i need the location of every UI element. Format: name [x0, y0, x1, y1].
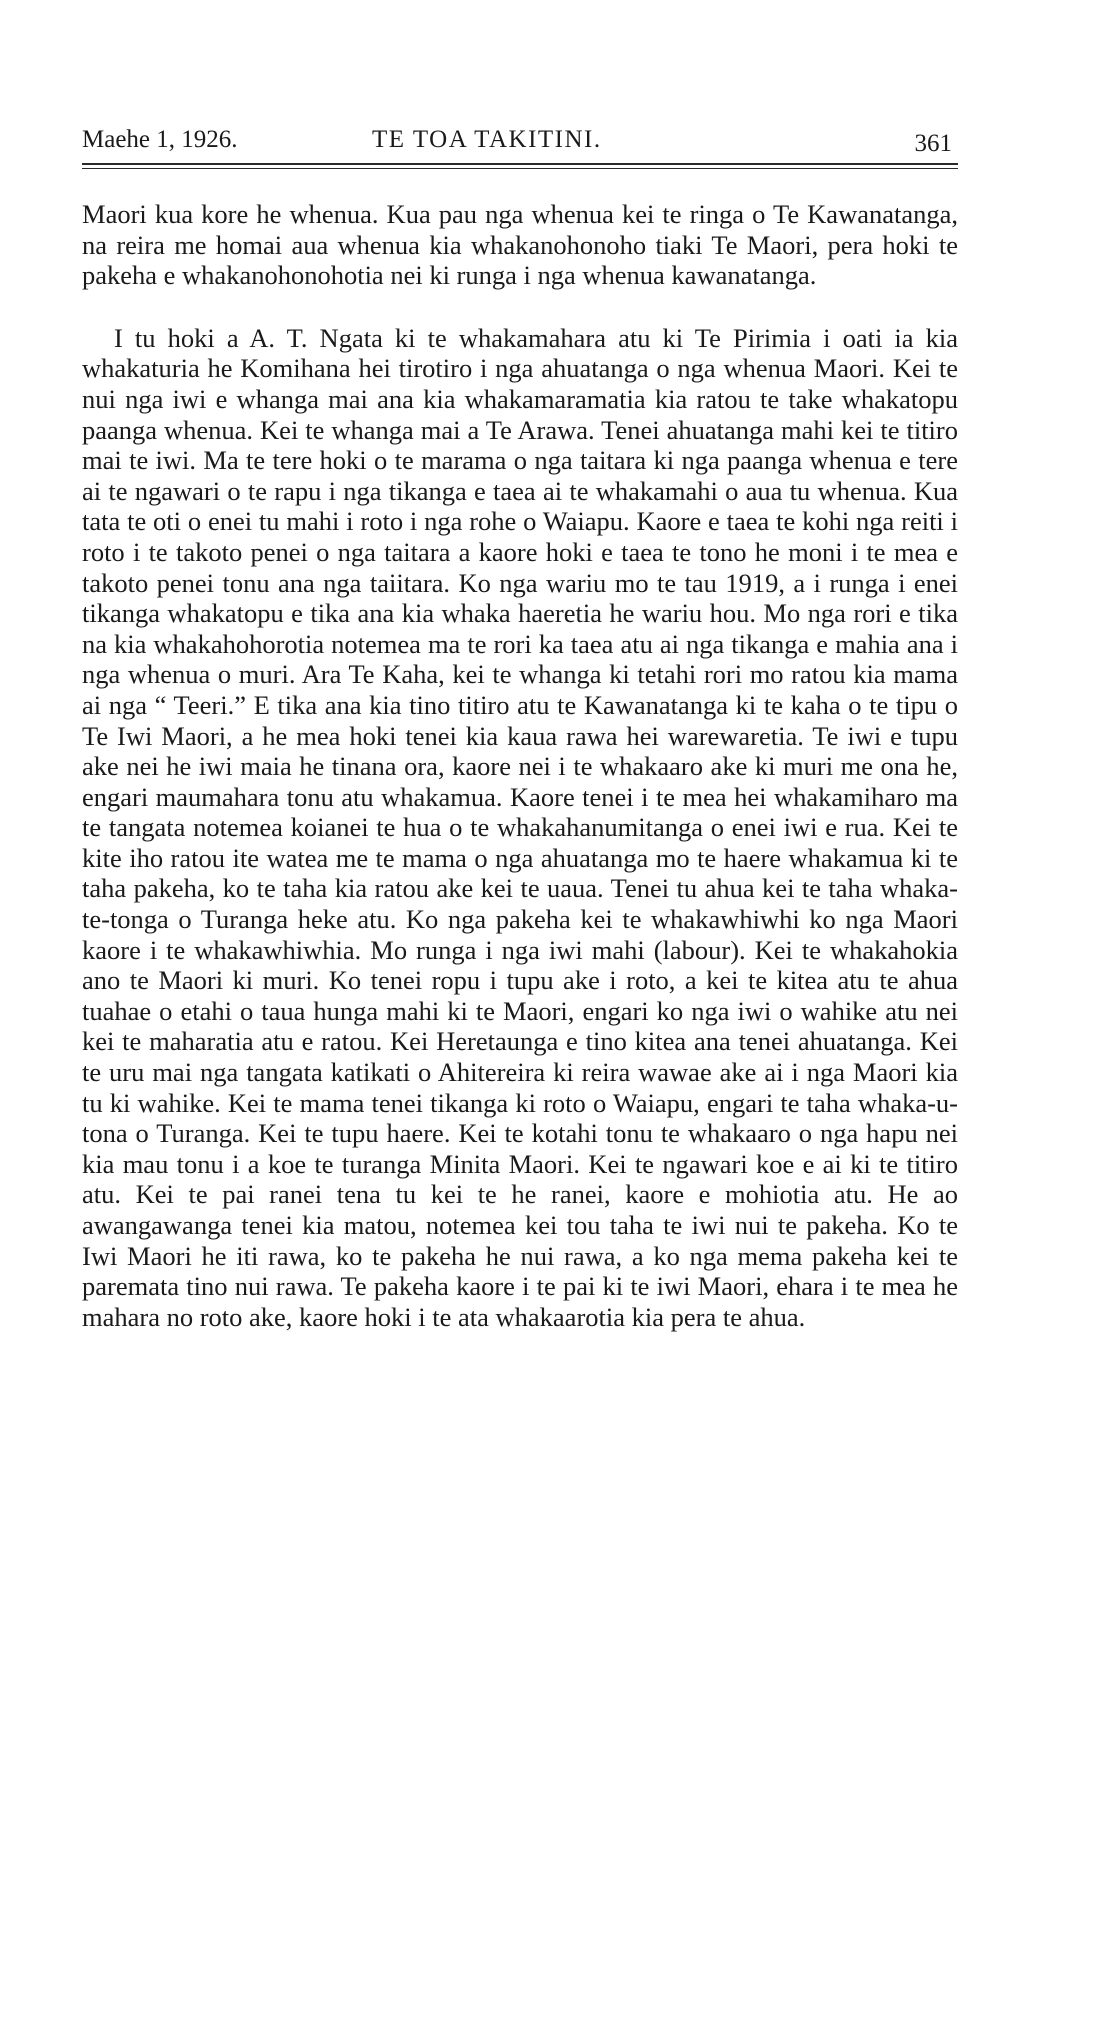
page-number: 361 [914, 130, 952, 157]
paragraph: Maori kua kore he whenua. Kua pau nga whenua kei te ringa o Te Kawanatanga, na reira me homai aua whenua kia whakanohonoho tiaki Te Maori, pera hoki te pakeha e whakanohonohotia nei ki runga i nga whenua kawanatanga. [82, 199, 958, 291]
publication-title: TE TOA TAKITINI. [372, 126, 602, 153]
header-rule-thin [82, 168, 958, 169]
issue-date: Maehe 1, 1926. [82, 126, 238, 153]
running-head [82, 118, 958, 162]
paragraph: I tu hoki a A. T. Ngata ki te whakamahara atu ki Te Pirimia i oati ia kia whakaturia he Komihana hei tirotiro i nga ahuatanga o nga whenua Maori. Kei te nui nga iwi e whanga mai ana kia whakamaramatia kia ratou te take whakatopu paanga whenua. Kei te whanga mai a Te Arawa. Tenei ahuatanga mahi kei te titiro mai te iwi. Ma te tere hoki o te marama o nga taitara ki nga paanga whenua e tere ai te ngawari o te rapu i nga tikanga e taea ai te whakamahi o aua tu whenua. Kua tata te oti o enei tu mahi i roto i nga rohe o Waiapu. Kaore e taea te kohi nga reiti i roto i te takoto penei o nga taitara a kaore hoki e taea te tono he moni i te mea e takoto penei tonu ana nga taiitara. Ko nga wariu mo te tau 1919, a i runga i enei tikanga whakatopu e tika ana kia whaka haeretia he wariu hou. Mo nga rori e tika na kia whakahohorotia notemea ma te rori ka taea atu ai nga tikanga e mahia ana i nga whenua o muri. Ara Te Kaha, kei te whanga ki tetahi rori mo ratou kia mama ai nga “ Teeri.” E tika ana kia tino titiro atu te Kawanatanga ki te kaha o te tipu o Te Iwi Maori, a he mea hoki tenei kia kaua rawa hei warewaretia. Te iwi e tupu ake nei he iwi maia he tinana ora, kaore nei i te whakaaro ake ki muri me ona he, engari maumahara tonu atu whakamua. Kaore tenei i te mea hei whakamiharo ma te tangata notemea koianei te hua o te whakahanumitanga o enei iwi e rua. Kei te kite iho ratou ite watea me te mama o nga ahuatanga mo te haere whakamua ki te taha pakeha, ko te taha kia ratou ake kei te uaua. Tenei tu ahua kei te taha whaka-te-tonga o Turanga heke atu. Ko nga pakeha kei te whakawhiwhi ko nga Maori kaore i te whakawhiwhia. Mo runga i nga iwi mahi (labour). Kei te whakahokia ano te Maori ki muri. Ko tenei ropu i tupu ake i roto, a kei te kitea atu te ahua tuahae o etahi o taua hunga mahi ki te Maori, engari ko nga iwi o wahike atu nei kei te maharatia atu e ratou. Kei Heretaunga e tino kitea ana tenei ahuatanga. Kei te uru mai nga tangata katikati o Ahitereira ki reira wawae ake ai i nga Maori kia tu ki wahike. Kei te mama tenei tikanga ki roto o Waiapu, engari te taha whaka-u-tona o Turanga. Kei te tupu haere. Kei te kotahi tonu te whakaaro o nga hapu nei kia mau tonu i a koe te turanga Minita Maori. Kei te ngawari koe e ai ki te titiro atu. Kei te pai ranei tena tu kei te he ranei, kaore e mohiotia atu. He ao awangawanga tenei kia matou, notemea kei tou taha te iwi nui te pakeha. Ko te Iwi Maori he iti rawa, ko te pakeha he nui rawa, a ko nga mema pakeha kei te paremata tino nui rawa. Te pakeha kaore i te pai ki te iwi Maori, ehara i te mea he mahara no roto ake, kaore hoki i te ata whakaarotia kia pera te ahua. [82, 322, 958, 1332]
header-rule [82, 163, 958, 165]
article-body [82, 199, 958, 1332]
